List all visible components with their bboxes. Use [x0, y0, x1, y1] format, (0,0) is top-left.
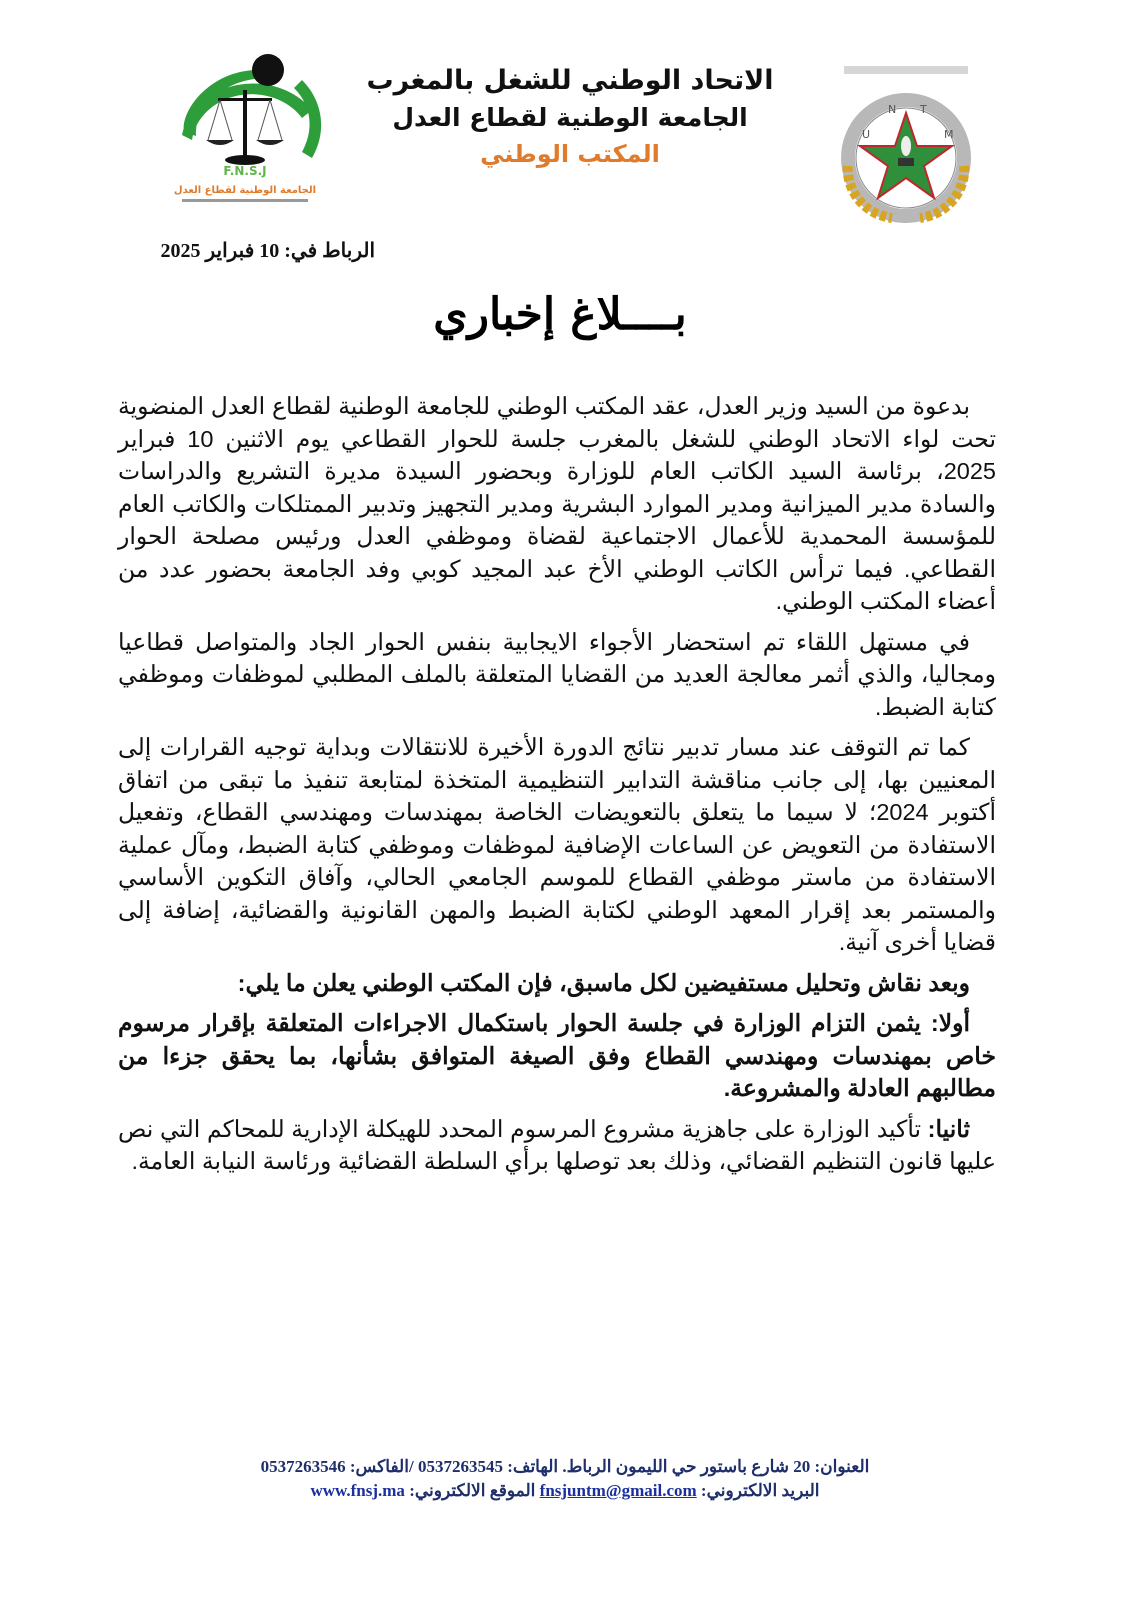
fax-label: /الفاكس:: [349, 1457, 414, 1476]
office-name: المكتب الوطني: [480, 140, 660, 168]
phone-value: 0537263545: [417, 1457, 503, 1476]
contact-footer: [200, 1455, 930, 1503]
website-label: الموقع الالكتروني:: [409, 1481, 536, 1500]
footer-online-line: [200, 1479, 930, 1503]
point-1: [118, 1007, 996, 1105]
point-2: [118, 1113, 996, 1178]
address-label: العنوان:: [814, 1457, 870, 1476]
email-link[interactable]: fnsjuntm@gmail.com: [539, 1481, 697, 1500]
paragraph-3: كما تم التوقف عند مسار تدبير نتائج الدورة الأخيرة للانتقالات وبداية توجيه القرارات إلى المعنيين بها، إلى جانب مناقشة التدابير التنظيمية المتخذة لمتابعة تنفيذ ما تبقى من اتفاق أكتوبر 2024؛ لا سيما ما يتعلق بالتعويضات الخاصة بمهندسات ومهندسي القطاع، وتفعيل الاستفادة من التعويض عن الساعات الإضافية لموظفات وموظفي كتابة الضبط، ومآل عملية الاستفادة من ماستر موظفي القطاع للموسم الجامعي الحالي، وآفاق التكوين الأساسي والمستمر بعد إقرار المعهد الوطني لكتابة الضبط والمهن القانونية والقضائية، إضافة إلى قضايا أخرى آنية.: [118, 734, 996, 955]
document-body: [118, 390, 996, 1186]
fnsj-acronym: F.N.S.J: [223, 164, 267, 178]
fnsj-logo: [152, 40, 337, 212]
paragraph-2: في مستهل اللقاء تم استحضار الأجواء الايجابية بنفس الحوار الجاد والمتواصل قطاعيا ومجاليا، والذي أثمر معالجة العديد من القضايا المتعلقة بالملف المطلبي لموظفات وموظفي كتابة الضبط.: [118, 628, 997, 720]
svg-text:U: U: [862, 128, 871, 141]
phone-label: الهاتف:: [507, 1457, 559, 1476]
star-emblem-icon: [822, 58, 990, 228]
conclusion-intro: وبعد نقاش وتحليل مستفيضين لكل ماسبق، فإن المكتب الوطني يعلن ما يلي:: [237, 969, 970, 996]
svg-text:N: N: [888, 103, 897, 116]
svg-text:M: M: [944, 128, 954, 141]
document-date: الرباط في: 10 فبراير 2025: [160, 240, 375, 262]
svg-text:T: T: [920, 103, 927, 116]
footer-address-line: [200, 1455, 930, 1479]
untm-emblem: [822, 58, 990, 228]
point-2-text: تأكيد الوزارة على جاهزية مشروع المرسوم المحدد للهيكلة الإدارية للمحاكم التي نص عليها قانون التنظيم القضائي، وذلك بعد توصلها برأي السلطة القضائية ورئاسة النيابة العامة.: [118, 1115, 996, 1174]
union-name: الاتحاد الوطني للشغل بالمغرب: [366, 65, 774, 96]
svg-text:الجامعة الوطنية لقطاع العدل: الجامعة الوطنية لقطاع العدل: [173, 185, 317, 196]
email-label: البريد الالكتروني:: [700, 1481, 820, 1500]
point-2-label: ثانيا:: [927, 1115, 970, 1142]
address-value: 20 شارع باستور حي الليمون الرباط.: [562, 1457, 811, 1476]
point-1-label: أولا:: [930, 1010, 971, 1036]
point-1-text: يثمن التزام الوزارة في جلسة الحوار باستكمال الاجراءات المتعلقة بإقرار مرسوم خاص بمهندسات ومهندسي القطاع وفق الصيغة المتوافق بشأنها، بما يحقق جزءا من مطالبهم العادلة والمشروعة.: [118, 1010, 996, 1101]
federation-name: الجامعة الوطنية لقطاع العدل: [392, 103, 748, 132]
document-title: بــــلاغ إخباري: [433, 289, 687, 340]
paragraph-1: بدعوة من السيد وزير العدل، عقد المكتب الوطني للجامعة الوطنية لقطاع العدل المنضوية تحت لواء الاتحاد الوطني للشغل بالمغرب جلسة للحوار القطاعي يوم الاثنين 10 فبراير 2025، برئاسة السيد الكاتب العام للوزارة وبحضور السيدة مديرة التشريع والدراسات والسادة مدير الميزانية ومدير الموارد البشرية ومدير التجهيز وتدبير الممتلكات والكاتب العام للمؤسسة المحمدية للأعمال الاجتماعية لقضاة وموظفي العدل ورئيس مصلحة الحوار القطاعي. فيما ترأس الكاتب الوطني الأخ عبد المجيد كوبي وفد الجامعة بحضور عدد من أعضاء المكتب الوطني.: [118, 393, 996, 614]
fax-value: 0537263546: [260, 1457, 346, 1476]
organization-header: [360, 62, 780, 172]
scales-of-justice-icon: [152, 40, 337, 212]
website-link[interactable]: www.fnsj.ma: [310, 1481, 405, 1500]
